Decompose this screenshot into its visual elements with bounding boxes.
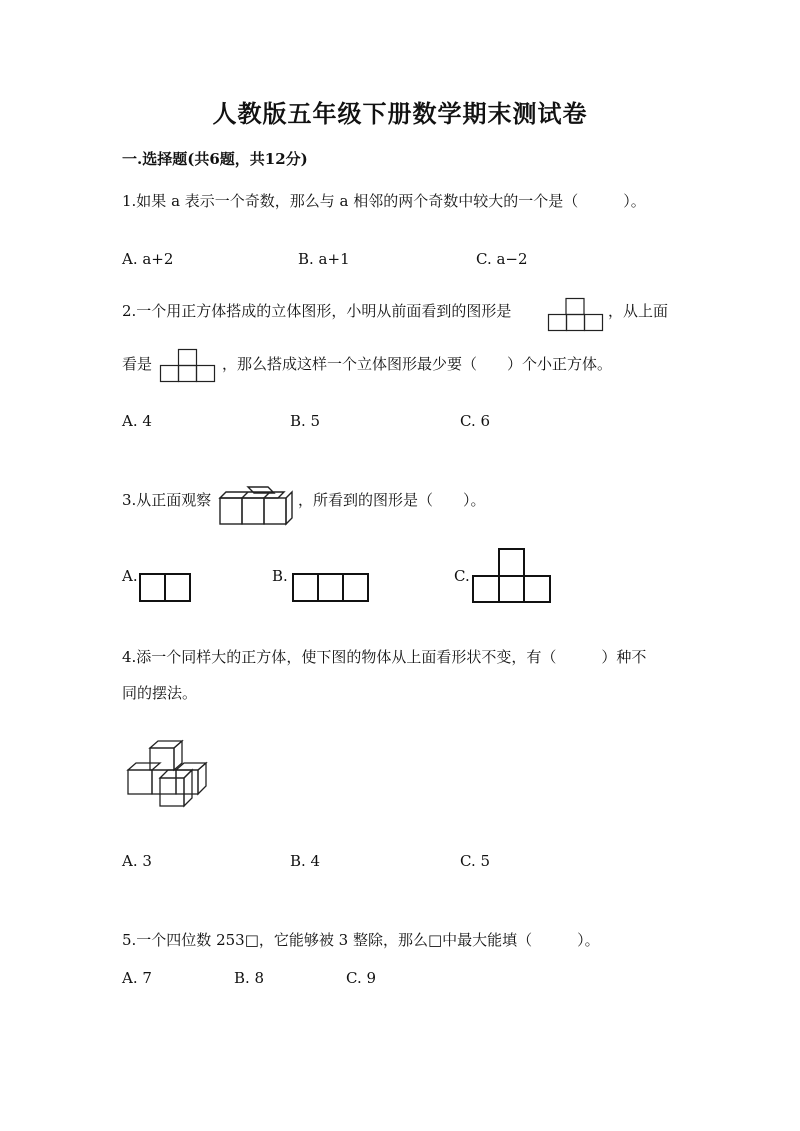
question-3-text-part-1: 3.从正面观察 [122, 491, 212, 509]
question-5-text: 5.一个四位数 253□，它能够被 3 整除，那么□中最大能填（ ）。 [122, 931, 600, 949]
question-5-option-b[interactable]: B. 8 [234, 969, 265, 987]
option-b-figure [292, 573, 372, 603]
question-4-option-c[interactable]: C. 5 [460, 852, 491, 870]
question-2-option-c[interactable]: C. 6 [460, 412, 491, 430]
question-1-option-b[interactable]: B. a+1 [298, 250, 350, 268]
question-1-option-c[interactable]: C. a−2 [476, 250, 528, 268]
page-title: 人教版五年级下册数学期末测试卷 [212, 99, 588, 128]
question-3-text-part-2: ，所看到的图形是（ ）。 [298, 491, 486, 509]
front-view-figure [548, 298, 604, 332]
cube-arrangement-figure [126, 740, 210, 810]
question-2-text-part-2: ，从上面 [608, 302, 669, 320]
question-1-text: 1.如果 a 表示一个奇数，那么与 a 相邻的两个奇数中较大的一个是（ ）。 [122, 192, 646, 210]
question-2-text-part-1: 2.一个用正方体搭成的立体图形，小明从前面看到的图形是 [122, 302, 512, 320]
question-4-option-b[interactable]: B. 4 [290, 852, 321, 870]
cube-stack-figure [218, 486, 296, 528]
question-3-option-b[interactable]: B. [272, 567, 288, 585]
question-5-option-a[interactable]: A. 7 [122, 969, 152, 987]
option-a-figure [139, 573, 193, 603]
question-2-text-part-4: ，那么搭成这样一个立体图形最少要（ ）个小正方体。 [222, 355, 613, 373]
question-2-option-b[interactable]: B. 5 [290, 412, 321, 430]
question-4-option-a[interactable]: A. 3 [122, 852, 152, 870]
question-1-option-a[interactable]: A. a+2 [122, 250, 174, 268]
option-c-figure [472, 548, 554, 604]
question-3-option-a[interactable]: A. [122, 567, 138, 585]
question-4-text-line-1: 4.添一个同样大的正方体，使下图的物体从上面看形状不变，有（ ）种不 [122, 648, 647, 666]
question-4-text-line-2: 同的摆法。 [122, 684, 198, 702]
section-heading: 一.选择题(共6题，共12分) [122, 150, 308, 168]
question-2-text-part-3: 看是 [122, 355, 153, 373]
question-5-option-c[interactable]: C. 9 [346, 969, 377, 987]
question-3-option-c[interactable]: C. [454, 567, 470, 585]
question-2-option-a[interactable]: A. 4 [122, 412, 152, 430]
top-view-figure [160, 349, 216, 383]
